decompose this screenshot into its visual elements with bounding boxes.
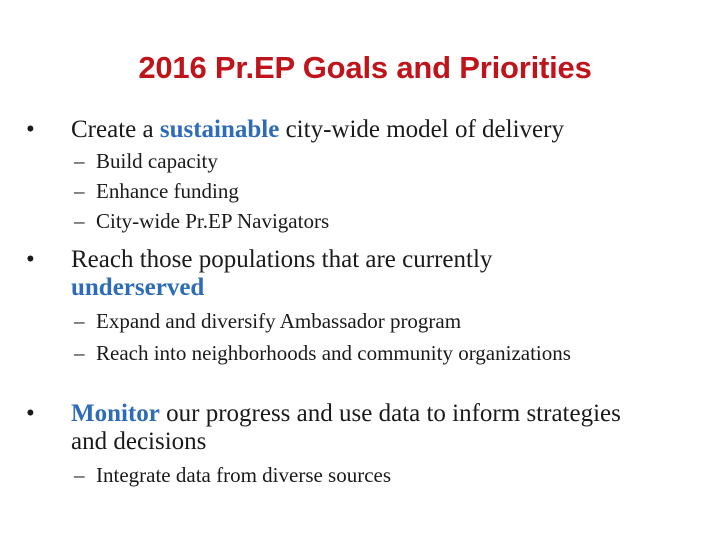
sub-bullet-1-1 (74, 148, 218, 174)
bullet-2 (26, 246, 608, 302)
sub-bullet-text: Reach into neighborhoods and community organizations (96, 341, 571, 365)
bullet-2-prefix: Reach those populations that are currently (71, 246, 493, 273)
bullet-1-suffix: city-wide model of delivery (279, 116, 564, 143)
bullet-text (71, 400, 638, 456)
sub-bullet-3-1 (74, 462, 392, 488)
bullet-marker: • (26, 246, 35, 273)
bullet-marker: • (26, 400, 35, 427)
slide-title: 2016 Pr.EP Goals and Priorities (138, 50, 592, 85)
bullet-text (71, 116, 564, 144)
bullet-3-suffix: our progress and use data to inform strategies and decisions (71, 400, 621, 455)
dash-marker: – (74, 309, 85, 333)
bullet-3 (26, 400, 638, 456)
dash-marker: – (74, 463, 85, 487)
dash-marker: – (74, 341, 85, 365)
sub-bullet-text: Expand and diversify Ambassador program (96, 309, 462, 333)
bullet-text (71, 246, 608, 302)
bullet-3-keyword: Monitor (71, 400, 160, 427)
bullet-1-keyword: sustainable (159, 116, 280, 143)
sub-bullet-text: Build capacity (96, 149, 218, 173)
sub-bullet-1-3 (74, 208, 330, 234)
sub-bullet-2-1 (74, 308, 462, 334)
bullet-marker: • (26, 116, 35, 143)
bullet-2-keyword: underserved (71, 274, 205, 301)
dash-marker: – (74, 149, 85, 173)
sub-bullet-text: Integrate data from diverse sources (96, 463, 392, 487)
sub-bullet-2-2 (74, 340, 572, 366)
sub-bullet-text: City-wide Pr.EP Navigators (96, 209, 330, 233)
bullet-1 (26, 116, 564, 144)
bullet-1-prefix: Create a (71, 116, 160, 143)
dash-marker: – (74, 209, 85, 233)
dash-marker: – (74, 179, 85, 203)
sub-bullet-text: Enhance funding (96, 179, 239, 203)
sub-bullet-1-2 (74, 178, 239, 204)
